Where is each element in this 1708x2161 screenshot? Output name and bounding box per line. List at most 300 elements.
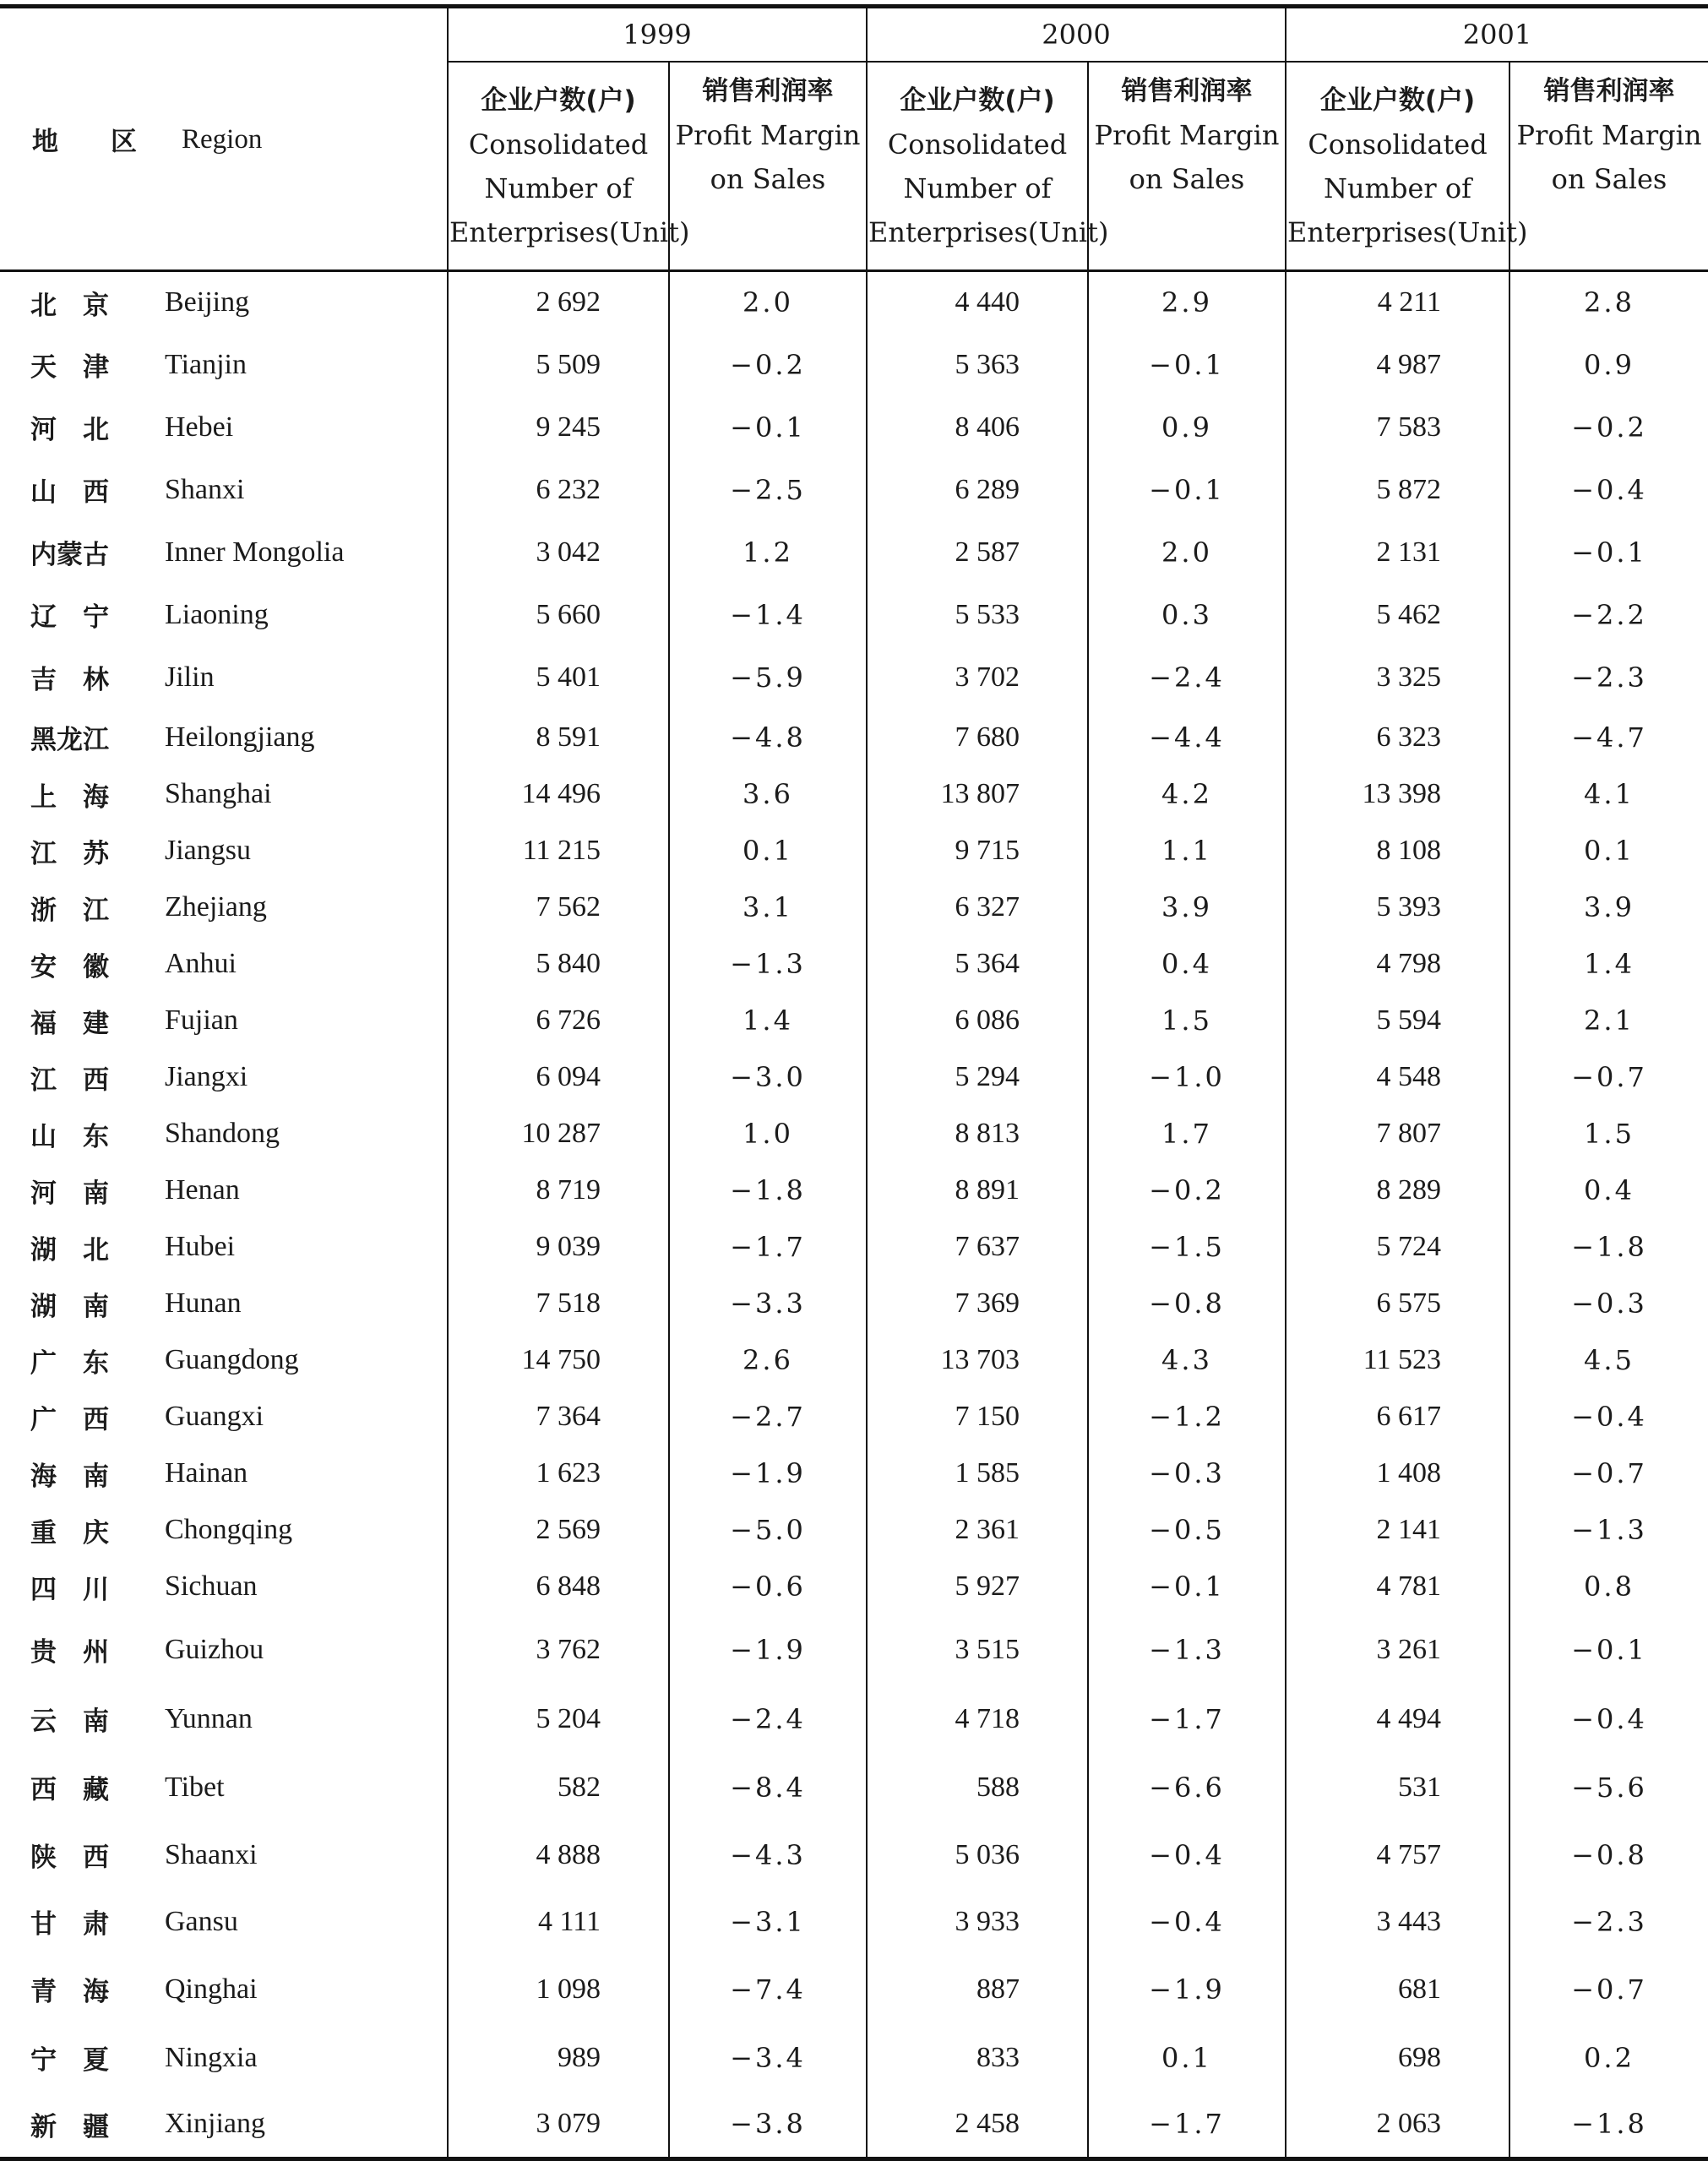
count-1999-cell: 5 204 [448, 1685, 669, 1754]
count-2000-cell: 8 406 [867, 396, 1088, 459]
count-2001-cell: 6 617 [1286, 1389, 1509, 1445]
margin-2001-cell: 0.8 [1509, 1559, 1708, 1615]
margin-2001-cell: −0.7 [1509, 1445, 1708, 1502]
margin-1999-cell: −3.1 [669, 1889, 867, 1955]
margin-2001-cell: −0.1 [1509, 1615, 1708, 1685]
table-header [0, 7, 1708, 271]
count-2000-cell: 5 364 [867, 936, 1088, 993]
region-en-cell: Zhejiang [165, 891, 267, 923]
margin-2000-cell: −0.1 [1088, 334, 1286, 396]
region-cn-cell: 黑龙江 [30, 725, 109, 755]
margin-1999-cell: −1.7 [669, 1219, 867, 1276]
region-en-header [148, 7, 448, 271]
region-en-cell: Shanxi [165, 473, 245, 505]
region-cn-cell: 贵 州 [30, 1637, 109, 1668]
region-cn-cell: 四 川 [30, 1574, 109, 1605]
table-row [0, 459, 1708, 521]
count-1999-cell: 6 232 [448, 459, 669, 521]
region-cn-cell: 安 徽 [30, 951, 109, 983]
table-row [0, 646, 1708, 709]
margin-1999-cell: −0.2 [669, 334, 867, 396]
margin-1999-cell: −3.0 [669, 1049, 867, 1106]
region-cn-cell: 广 东 [30, 1347, 109, 1379]
margin-2000-cell: −1.5 [1088, 1219, 1286, 1276]
margin-2000-cell: 0.3 [1088, 584, 1286, 646]
count-2000-cell: 7 637 [867, 1219, 1088, 1276]
count-header-en-3: Enterprises(Unit) [1287, 215, 1528, 248]
region-en-cell: Hebei [165, 411, 234, 443]
margin-1999-cell: −3.4 [669, 2024, 867, 2092]
region-en-cell: Liaoning [165, 598, 269, 630]
count-2001-cell: 6 575 [1286, 1276, 1509, 1332]
count-2001-cell: 2 141 [1286, 1502, 1509, 1559]
count-2001-cell: 3 325 [1286, 646, 1509, 709]
margin-1999-cell: 2.0 [669, 271, 867, 334]
count-2001-cell: 5 462 [1286, 584, 1509, 646]
margin-2001-cell: 2.8 [1509, 271, 1708, 334]
margin-header-cn: 销售利润率 [1543, 76, 1675, 106]
count-1999-cell: 7 364 [448, 1389, 669, 1445]
count-1999-cell: 5 660 [448, 584, 669, 646]
table-row [0, 1332, 1708, 1389]
count-2000-cell: 8 891 [867, 1162, 1088, 1219]
margin-2000-cell: −1.0 [1088, 1049, 1286, 1106]
count-2000-cell: 887 [867, 1955, 1088, 2024]
count-header-cn: 企业户数(户) [481, 84, 636, 116]
count-2001-cell: 4 757 [1286, 1821, 1509, 1889]
table-row [0, 1162, 1708, 1219]
table-row [0, 1445, 1708, 1502]
margin-header [1509, 62, 1708, 271]
margin-1999-cell: 3.6 [669, 766, 867, 823]
count-2001-cell: 4 494 [1286, 1685, 1509, 1754]
region-cn-cell: 辽 宁 [30, 602, 109, 633]
margin-1999-cell: −1.4 [669, 584, 867, 646]
region-en-header-label: Region [182, 124, 263, 155]
margin-2001-cell: 1.4 [1509, 936, 1708, 993]
enterprise-profit-table [0, 4, 1708, 2161]
margin-2001-cell: 4.1 [1509, 766, 1708, 823]
region-cn-cell: 山 东 [30, 1121, 109, 1152]
margin-header-en-2: on Sales [710, 163, 826, 195]
region-cn-cell: 陕 西 [30, 1843, 109, 1873]
region-cn-cell: 宁 夏 [30, 2045, 109, 2076]
margin-2000-cell: −4.4 [1088, 709, 1286, 766]
margin-1999-cell: −3.3 [669, 1276, 867, 1332]
margin-2000-cell: −0.2 [1088, 1162, 1286, 1219]
count-1999-cell: 3 762 [448, 1615, 669, 1685]
margin-2001-cell: −2.2 [1509, 584, 1708, 646]
margin-header-en-1: Profit Margin [1516, 119, 1702, 151]
margin-1999-cell: −0.1 [669, 396, 867, 459]
region-en-cell: Tianjin [165, 348, 247, 380]
table-row [0, 584, 1708, 646]
count-1999-cell: 9 245 [448, 396, 669, 459]
table-row [0, 1389, 1708, 1445]
count-1999-cell: 989 [448, 2024, 669, 2092]
count-2000-cell: 7 680 [867, 709, 1088, 766]
margin-2001-cell: 0.4 [1509, 1162, 1708, 1219]
margin-2000-cell: −6.6 [1088, 1754, 1286, 1821]
count-1999-cell: 2 569 [448, 1502, 669, 1559]
margin-2000-cell: −1.7 [1088, 2092, 1286, 2159]
count-header [867, 62, 1109, 271]
count-2000-cell: 2 458 [867, 2092, 1088, 2159]
margin-2000-cell: −1.2 [1088, 1389, 1286, 1445]
table-row [0, 1276, 1708, 1332]
margin-2001-cell: −4.7 [1509, 709, 1708, 766]
count-1999-cell: 8 591 [448, 709, 669, 766]
count-2000-cell: 8 813 [867, 1106, 1088, 1162]
margin-2001-cell: 1.5 [1509, 1106, 1708, 1162]
count-2001-cell: 8 108 [1286, 823, 1509, 879]
margin-1999-cell: −2.7 [669, 1389, 867, 1445]
margin-2001-cell: −0.1 [1509, 521, 1708, 584]
count-header-en-2: Number of [903, 171, 1052, 204]
margin-header-en-1: Profit Margin [675, 119, 861, 151]
margin-1999-cell: −1.9 [669, 1615, 867, 1685]
region-cn-cell: 浙 江 [30, 895, 109, 926]
count-2000-cell: 833 [867, 2024, 1088, 2092]
count-1999-cell: 4 888 [448, 1821, 669, 1889]
margin-2001-cell: −0.4 [1509, 459, 1708, 521]
region-en-cell: Fujian [165, 1004, 238, 1036]
count-1999-cell: 5 840 [448, 936, 669, 993]
margin-2001-cell: −1.8 [1509, 2092, 1708, 2159]
region-cn-cell: 重 庆 [30, 1517, 109, 1549]
margin-1999-cell: 1.4 [669, 993, 867, 1049]
region-en-cell: Hunan [165, 1287, 242, 1319]
count-header-en-3: Enterprises(Unit) [868, 215, 1109, 248]
region-en-cell: Guizhou [165, 1633, 264, 1665]
table-row [0, 1821, 1708, 1889]
margin-2000-cell: −0.4 [1088, 1821, 1286, 1889]
region-en-cell: Shaanxi [165, 1838, 258, 1870]
count-header-en-1: Consolidated [468, 128, 649, 161]
margin-2000-cell: −2.4 [1088, 646, 1286, 709]
margin-header-en-2: on Sales [1129, 163, 1245, 195]
margin-2001-cell: −1.3 [1509, 1502, 1708, 1559]
count-1999-cell: 4 111 [448, 1889, 669, 1955]
count-header-en-2: Number of [1324, 171, 1471, 204]
table-row [0, 1219, 1708, 1276]
region-en-cell: Jiangsu [165, 835, 251, 866]
table-row [0, 1685, 1708, 1754]
count-2001-cell: 698 [1286, 2024, 1509, 2092]
year-header-1999: 1999 [448, 7, 867, 63]
count-header-en-3: Enterprises(Unit) [449, 215, 690, 248]
count-2001-cell: 1 408 [1286, 1445, 1509, 1502]
count-2001-cell: 2 063 [1286, 2092, 1509, 2159]
margin-1999-cell: −1.3 [669, 936, 867, 993]
margin-2000-cell: 2.9 [1088, 271, 1286, 334]
margin-2001-cell: −0.3 [1509, 1276, 1708, 1332]
count-2001-cell: 4 211 [1286, 271, 1509, 334]
region-cn-cell: 西 藏 [30, 1775, 109, 1805]
count-1999-cell: 8 719 [448, 1162, 669, 1219]
region-en-cell: Guangdong [165, 1344, 299, 1375]
count-2001-cell: 5 724 [1286, 1219, 1509, 1276]
margin-2000-cell: 1.5 [1088, 993, 1286, 1049]
count-2000-cell: 7 369 [867, 1276, 1088, 1332]
count-2001-cell: 4 987 [1286, 334, 1509, 396]
count-header-en-1: Consolidated [1308, 128, 1488, 161]
margin-1999-cell: 2.6 [669, 1332, 867, 1389]
count-2001-cell: 7 807 [1286, 1106, 1509, 1162]
margin-header-cn: 销售利润率 [702, 76, 834, 106]
count-2001-cell: 11 523 [1286, 1332, 1509, 1389]
count-2001-cell: 13 398 [1286, 766, 1509, 823]
count-2000-cell: 588 [867, 1754, 1088, 1821]
count-2001-cell: 7 583 [1286, 396, 1509, 459]
table-row [0, 993, 1708, 1049]
margin-2001-cell: −1.8 [1509, 1219, 1708, 1276]
count-header-en-1: Consolidated [887, 128, 1068, 161]
margin-1999-cell: −7.4 [669, 1955, 867, 2024]
table-row [0, 1955, 1708, 2024]
count-2000-cell: 7 150 [867, 1389, 1088, 1445]
margin-2000-cell: 4.3 [1088, 1332, 1286, 1389]
region-en-cell: Guangxi [165, 1401, 264, 1432]
region-cn-cell: 新 疆 [0, 2092, 148, 2159]
count-2000-cell: 2 361 [867, 1502, 1088, 1559]
count-2001-cell: 531 [1286, 1754, 1509, 1821]
count-2001-cell: 4 548 [1286, 1049, 1509, 1106]
region-en-cell: Xinjiang [148, 2092, 448, 2159]
table-row [0, 1889, 1708, 1955]
table-row [0, 766, 1708, 823]
region-en-cell: Inner Mongolia [165, 536, 345, 568]
count-2001-cell: 4 798 [1286, 936, 1509, 993]
count-2000-cell: 5 927 [867, 1559, 1088, 1615]
count-1999-cell: 11 215 [448, 823, 669, 879]
count-2000-cell: 6 289 [867, 459, 1088, 521]
count-1999-cell: 1 098 [448, 1955, 669, 2024]
margin-header-cn: 销售利润率 [1121, 76, 1253, 106]
margin-2000-cell: 1.1 [1088, 823, 1286, 879]
region-en-cell: Hainan [165, 1457, 248, 1489]
count-2000-cell: 5 363 [867, 334, 1088, 396]
count-1999-cell: 14 496 [448, 766, 669, 823]
table-row [0, 709, 1708, 766]
region-en-cell: Gansu [165, 1905, 238, 1937]
margin-1999-cell: 1.2 [669, 521, 867, 584]
count-2001-cell: 5 872 [1286, 459, 1509, 521]
region-cn-cell: 湖 北 [30, 1234, 109, 1266]
margin-2001-cell: −0.2 [1509, 396, 1708, 459]
margin-1999-cell: −0.6 [669, 1559, 867, 1615]
region-en-cell: Sichuan [165, 1570, 258, 1602]
region-en-cell: Hubei [165, 1231, 236, 1262]
margin-2000-cell: −0.1 [1088, 1559, 1286, 1615]
count-1999-cell: 7 518 [448, 1276, 669, 1332]
region-cn-cell: 山 西 [30, 477, 109, 508]
count-1999-cell: 582 [448, 1754, 669, 1821]
count-2000-cell: 13 807 [867, 766, 1088, 823]
count-2001-cell: 681 [1286, 1955, 1509, 2024]
margin-1999-cell: 3.1 [669, 879, 867, 936]
region-en-cell: Qinghai [165, 1973, 258, 2005]
margin-2001-cell: 0.2 [1509, 2024, 1708, 2092]
margin-2000-cell: −0.8 [1088, 1276, 1286, 1332]
table-row [0, 1754, 1708, 1821]
count-2001-cell: 8 289 [1286, 1162, 1509, 1219]
margin-1999-cell: 1.0 [669, 1106, 867, 1162]
count-header [1286, 62, 1528, 271]
count-2000-cell: 5 294 [867, 1049, 1088, 1106]
table-row [0, 271, 1708, 334]
margin-2000-cell: −1.3 [1088, 1615, 1286, 1685]
table-row [0, 823, 1708, 879]
region-cn-cell: 河 北 [30, 415, 109, 445]
count-2001-cell: 6 323 [1286, 709, 1509, 766]
count-2000-cell: 3 702 [867, 646, 1088, 709]
region-cn-cell: 云 南 [30, 1706, 109, 1737]
region-en-cell: Beijing [165, 286, 250, 318]
margin-header-en-1: Profit Margin [1094, 119, 1280, 151]
count-header-en-2: Number of [484, 171, 633, 204]
margin-1999-cell: −5.0 [669, 1502, 867, 1559]
region-cn-cell: 天 津 [30, 352, 109, 383]
margin-1999-cell: −1.9 [669, 1445, 867, 1502]
margin-2000-cell: −0.1 [1088, 459, 1286, 521]
count-2000-cell: 4 718 [867, 1685, 1088, 1754]
margin-2000-cell: 0.9 [1088, 396, 1286, 459]
region-en-cell: Shandong [165, 1118, 280, 1149]
count-2000-cell: 6 086 [867, 993, 1088, 1049]
margin-2000-cell: 4.2 [1088, 766, 1286, 823]
margin-2001-cell: 4.5 [1509, 1332, 1708, 1389]
count-1999-cell: 14 750 [448, 1332, 669, 1389]
count-1999-cell: 5 401 [448, 646, 669, 709]
region-cn-cell: 广 西 [30, 1404, 109, 1435]
count-1999-cell: 7 562 [448, 879, 669, 936]
count-2001-cell: 3 261 [1286, 1615, 1509, 1685]
region-cn-cell: 青 海 [30, 1977, 109, 2007]
margin-2001-cell: −0.8 [1509, 1821, 1708, 1889]
table-row [0, 1615, 1708, 1685]
count-2000-cell: 1 585 [867, 1445, 1088, 1502]
count-2000-cell: 2 587 [867, 521, 1088, 584]
margin-1999-cell: −3.8 [669, 2092, 867, 2159]
count-1999-cell: 2 692 [448, 271, 669, 334]
margin-2001-cell: −0.7 [1509, 1955, 1708, 2024]
region-cn-cell: 上 海 [30, 781, 109, 813]
margin-header [669, 62, 867, 271]
region-en-cell: Chongqing [165, 1514, 293, 1545]
region-cn-header [0, 7, 148, 271]
margin-1999-cell: 0.1 [669, 823, 867, 879]
table-row [0, 2024, 1708, 2092]
margin-1999-cell: −5.9 [669, 646, 867, 709]
margin-2000-cell: −0.3 [1088, 1445, 1286, 1502]
count-2000-cell: 6 327 [867, 879, 1088, 936]
count-1999-cell: 6 848 [448, 1559, 669, 1615]
table-row [0, 1502, 1708, 1559]
count-2001-cell: 5 393 [1286, 879, 1509, 936]
region-cn-cell: 海 南 [30, 1461, 109, 1492]
count-2000-cell: 3 515 [867, 1615, 1088, 1685]
table-body [0, 271, 1708, 2159]
margin-2000-cell: −1.9 [1088, 1955, 1286, 2024]
region-cn-cell: 吉 林 [30, 665, 109, 695]
margin-2001-cell: −2.3 [1509, 1889, 1708, 1955]
margin-header-en-2: on Sales [1551, 163, 1667, 195]
region-en-cell: Ningxia [165, 2041, 258, 2073]
margin-2000-cell: 1.7 [1088, 1106, 1286, 1162]
region-en-cell: Jiangxi [165, 1061, 248, 1092]
table-row [0, 334, 1708, 396]
region-cn-cell: 湖 南 [30, 1291, 109, 1322]
count-1999-cell: 6 094 [448, 1049, 669, 1106]
table-row [0, 879, 1708, 936]
region-en-cell: Jilin [165, 661, 215, 693]
year-header-row [0, 7, 1708, 63]
region-cn-cell: 江 西 [30, 1064, 109, 1096]
margin-2001-cell: −2.3 [1509, 646, 1708, 709]
count-header-cn: 企业户数(户) [1319, 84, 1476, 116]
region-cn-cell: 福 建 [30, 1008, 109, 1039]
margin-1999-cell: −4.8 [669, 709, 867, 766]
region-cn-cell: 江 苏 [30, 838, 109, 869]
margin-header [1088, 62, 1286, 271]
count-2000-cell: 5 036 [867, 1821, 1088, 1889]
count-header [448, 62, 690, 271]
count-2000-cell: 13 703 [867, 1332, 1088, 1389]
margin-1999-cell: −8.4 [669, 1754, 867, 1821]
margin-1999-cell: −1.8 [669, 1162, 867, 1219]
table-row [0, 1106, 1708, 1162]
count-1999-cell: 3 042 [448, 521, 669, 584]
margin-2001-cell: −0.4 [1509, 1685, 1708, 1754]
margin-2000-cell: 3.9 [1088, 879, 1286, 936]
region-en-cell: Henan [165, 1174, 240, 1206]
count-2000-cell: 3 933 [867, 1889, 1088, 1955]
region-en-cell: Tibet [165, 1771, 225, 1803]
count-2000-cell: 5 533 [867, 584, 1088, 646]
region-cn-cell: 河 南 [30, 1178, 109, 1209]
count-header-cn: 企业户数(户) [900, 84, 1055, 116]
count-1999-cell: 10 287 [448, 1106, 669, 1162]
count-1999-cell: 6 726 [448, 993, 669, 1049]
region-cn-cell: 北 京 [30, 290, 109, 321]
table-row [0, 936, 1708, 993]
margin-1999-cell: −4.3 [669, 1821, 867, 1889]
margin-2001-cell: −5.6 [1509, 1754, 1708, 1821]
margin-2001-cell: −0.4 [1509, 1389, 1708, 1445]
count-2000-cell: 9 715 [867, 823, 1088, 879]
margin-1999-cell: −2.4 [669, 1685, 867, 1754]
region-cn-header-label: 地 区 [32, 127, 137, 157]
margin-2001-cell: 0.1 [1509, 823, 1708, 879]
region-en-cell: Heilongjiang [165, 721, 315, 753]
margin-2000-cell: −0.4 [1088, 1889, 1286, 1955]
margin-2000-cell: 0.1 [1088, 2024, 1286, 2092]
margin-2001-cell: 3.9 [1509, 879, 1708, 936]
region-cn-cell: 甘 肃 [30, 1909, 109, 1940]
year-header-2001: 2001 [1286, 7, 1708, 63]
margin-2001-cell: −0.7 [1509, 1049, 1708, 1106]
count-1999-cell: 3 079 [448, 2092, 669, 2159]
count-2001-cell: 4 781 [1286, 1559, 1509, 1615]
margin-2001-cell: 0.9 [1509, 334, 1708, 396]
count-1999-cell: 1 623 [448, 1445, 669, 1502]
count-2001-cell: 3 443 [1286, 1889, 1509, 1955]
table-row [0, 396, 1708, 459]
region-en-cell: Yunnan [165, 1702, 253, 1734]
margin-2000-cell: 0.4 [1088, 936, 1286, 993]
margin-1999-cell: −2.5 [669, 459, 867, 521]
